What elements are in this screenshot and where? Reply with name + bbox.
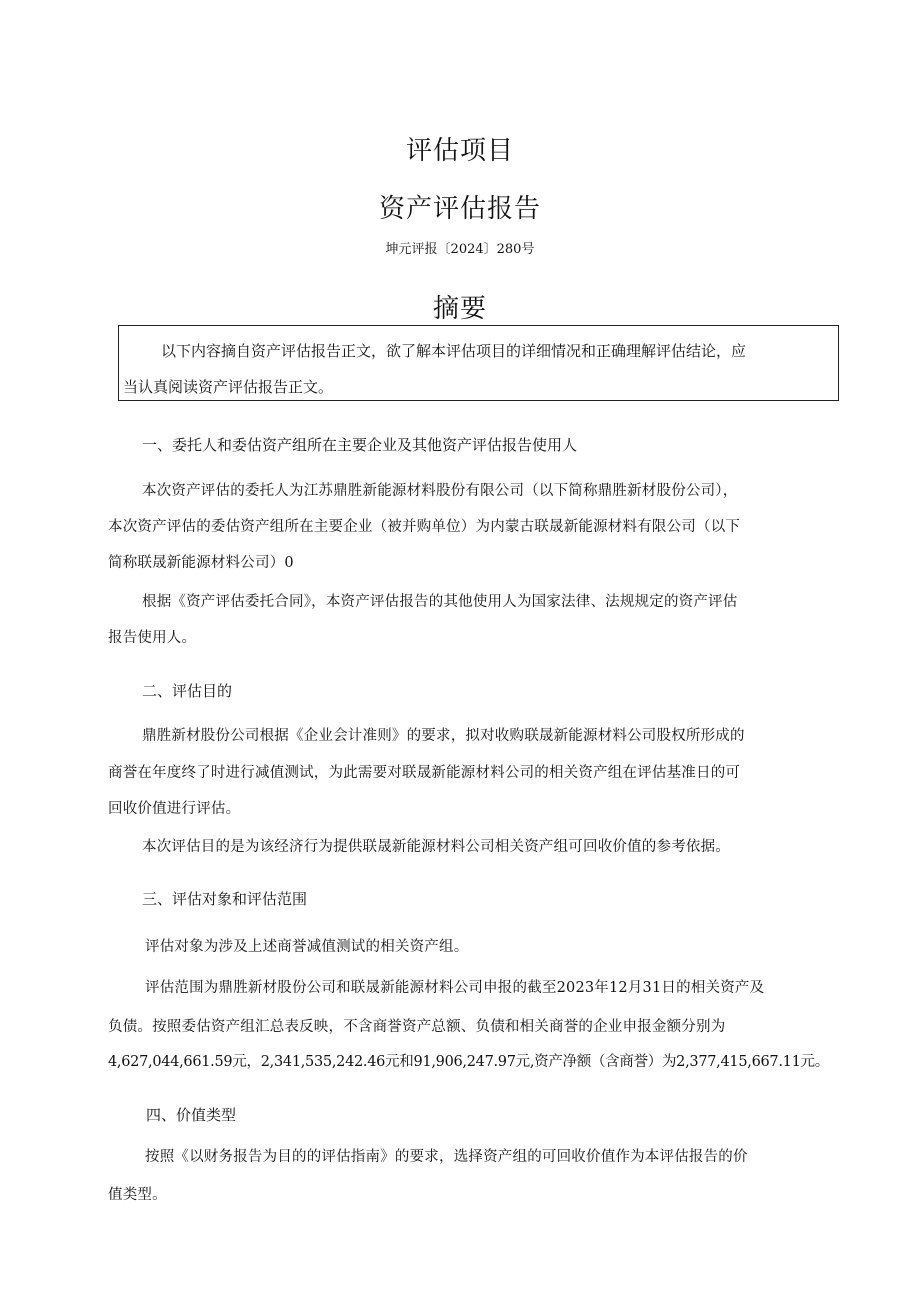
paragraph-line: 根据《资产评估委托合同》，本资产评估报告的其他使用人为国家法律、法规规定的资产评估 <box>142 594 738 610</box>
paragraph-line: 简称联晟新能源材料公司）0 <box>108 555 294 571</box>
report-title-line1: 评估项目 <box>405 136 514 166</box>
summary-note-line: 以下内容摘自资产评估报告正文，欲了解本评估项目的详细情况和正确理解评估结论，应 <box>161 342 747 360</box>
section-heading: 二、评估目的 <box>142 682 233 700</box>
paragraph-line: 值类型。 <box>108 1187 167 1203</box>
paragraph-line: 本次资产评估的委估资产组所在主要企业（被并购单位）为内蒙古联晟新能源材料有限公司（以下 <box>108 519 741 535</box>
report-title-line2: 资产评估报告 <box>378 194 541 224</box>
paragraph-line: 报告使用人。 <box>108 630 197 646</box>
paragraph-line: 4,627,044,661.59元，2,341,535,242.46元和91,906,247.97元,资产净额（含商誉）为2,377,415,667.11元。 <box>108 1054 829 1070</box>
summary-note-line: 当认真阅读资产评估报告正文。 <box>123 378 334 396</box>
section-heading: 一、委托人和委估资产组所在主要企业及其他资产评估报告使用人 <box>142 436 578 454</box>
paragraph-line: 本次评估目的是为该经济行为提供联晟新能源材料公司相关资产组可回收价值的参考依据。 <box>142 839 730 855</box>
paragraph-line: 本次资产评估的委托人为江苏鼎胜新能源材料股份有限公司（以下简称鼎胜新材股份公司）， <box>142 483 738 499</box>
report-document-number: 坤元评报〔2024〕280号 <box>385 242 535 257</box>
paragraph-line: 评估对象为涉及上述商誉减值测试的相关资产组。 <box>145 939 469 955</box>
paragraph-line: 鼎胜新材股份公司根据《企业会计准则》的要求，拟对收购联晟新能源材料公司股权所形成的 <box>142 728 745 744</box>
paragraph-line: 评估范围为鼎胜新材股份公司和联晟新能源材料公司申报的截至2023年12月31日的相关资产及 <box>145 980 765 996</box>
summary-title: 摘要 <box>432 294 487 324</box>
paragraph-line: 负债。按照委估资产组汇总表反映，不含商誉资产总额、负债和相关商誉的企业申报金额分别为 <box>108 1019 726 1035</box>
paragraph-line: 按照《以财务报告为目的的评估指南》的要求，选择资产组的可回收价值作为本评估报告的价 <box>145 1149 748 1165</box>
paragraph-line: 回收价值进行评估。 <box>108 801 241 817</box>
section-heading: 四、价值类型 <box>146 1106 237 1124</box>
paragraph-line: 商誉在年度终了时进行减值测试，为此需要对联晟新能源材料公司的相关资产组在评估基准日的可 <box>108 765 741 781</box>
section-heading: 三、评估对象和评估范围 <box>142 890 308 908</box>
summary-note-box <box>118 325 839 401</box>
